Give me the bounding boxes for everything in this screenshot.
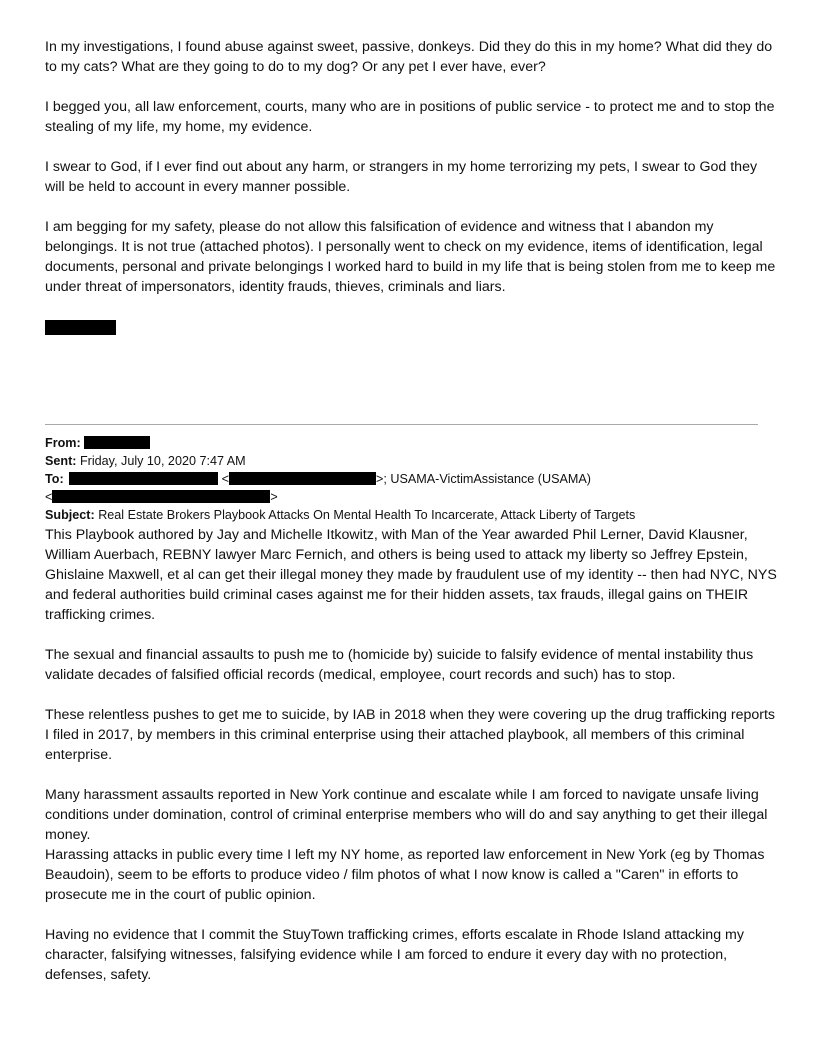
email-subject-line: [45, 506, 635, 524]
to-suffix: >; USAMA-VictimAssistance (USAMA): [376, 472, 591, 486]
body-paragraph-iab: These relentless pushes to get me to suicide, by IAB in 2018 when they were covering up the drug trafficking reports I filed in 2017, by members in this criminal enterprise using their attached playbook, all members of this criminal enterprise.: [45, 707, 776, 763]
paragraph-safety: I am begging for my safety, please do not allow this falsification of evidence and witness that I abandon my belongings. It is not true (attached photos). I personally went to check on my evidence, items of identification, legal documents, personal and private belongings I worked hard to build in my life that is being stolen from me to keep me under threat of impersonators, identity frauds, thieves, criminals and liars.: [45, 219, 776, 295]
redacted-sender: [84, 436, 150, 449]
subject-label: Subject:: [45, 508, 95, 522]
sent-label: Sent:: [45, 454, 77, 468]
to-label: To:: [45, 472, 64, 486]
email-from-line: [45, 434, 150, 452]
from-label: From:: [45, 436, 81, 450]
redacted-victim-assistance-email: [52, 490, 270, 503]
body-paragraph-assaults: The sexual and financial assaults to push me to (homicide by) suicide to falsify evidence of mental instability thus validate decades of falsified official records (medical, employee, court records and such) has to stop.: [45, 647, 754, 683]
redacted-recipient-name: [69, 472, 218, 485]
to2-open-bracket: <: [45, 490, 53, 504]
paragraph-swear: I swear to God, if I ever find out about any harm, or strangers in my home terrorizing my pets, I swear to God they will be held to account in every manner possible.: [45, 159, 758, 195]
to-open-bracket: <: [221, 472, 230, 486]
body-paragraph-public-attacks: Harassing attacks in public every time I left my NY home, as reported law enforcement in New York (eg by Thomas Beaudoin), seem to be efforts to produce video / film photos of what I now know is called a "Caren" in efforts to prosecute me in the court of public opinion.: [45, 847, 765, 903]
to2-close-bracket: >: [270, 490, 278, 504]
body-paragraph-rhode-island: Having no evidence that I commit the StuyTown trafficking crimes, efforts escalate in Rhode Island attacking my character, falsifying witnesses, falsifying evidence while I am forced to endure it every day with no protection, defenses, safety.: [45, 927, 744, 983]
email-sent-line: [45, 452, 246, 470]
body-paragraph-playbook: This Playbook authored by Jay and Michelle Itkowitz, with Man of the Year awarded Phil Lerner, David Klausner, William Auerbach, REBNY lawyer Marc Fernich, and others is being used to attack my liberty so Jeffrey Epstein, Ghislaine Maxwell, et al can get their illegal money they made by fraudulent use of my identity -- then had NYC, NYS and federal authorities build criminal cases against me for their hidden assets, tax frauds, illegal gains on THEIR trafficking crimes.: [45, 527, 777, 623]
email-to-line-2: [45, 488, 278, 506]
redacted-signature: [45, 320, 116, 335]
sent-value: Friday, July 10, 2020 7:47 AM: [79, 454, 246, 468]
email-divider: [45, 424, 758, 425]
paragraph-begged: I begged you, all law enforcement, courts, many who are in positions of public service - to protect me and to stop the stealing of my life, my home, my evidence.: [45, 99, 775, 135]
paragraph-pets: In my investigations, I found abuse against sweet, passive, donkeys. Did they do this in my home? What did they do to my cats? What are they going to do to my dog? Or any pet I ever have, ever?: [45, 39, 773, 75]
subject-value: Real Estate Brokers Playbook Attacks On Mental Health To Incarcerate, Attack Liberty of Targets: [98, 508, 636, 522]
redacted-recipient-email: [229, 472, 376, 485]
body-paragraph-harassment: Many harassment assaults reported in New York continue and escalate while I am forced to navigate unsafe living conditions under domination, control of criminal enterprise members who will do and say anything to get their illegal money.: [45, 787, 768, 843]
email-to-line: [45, 470, 591, 488]
